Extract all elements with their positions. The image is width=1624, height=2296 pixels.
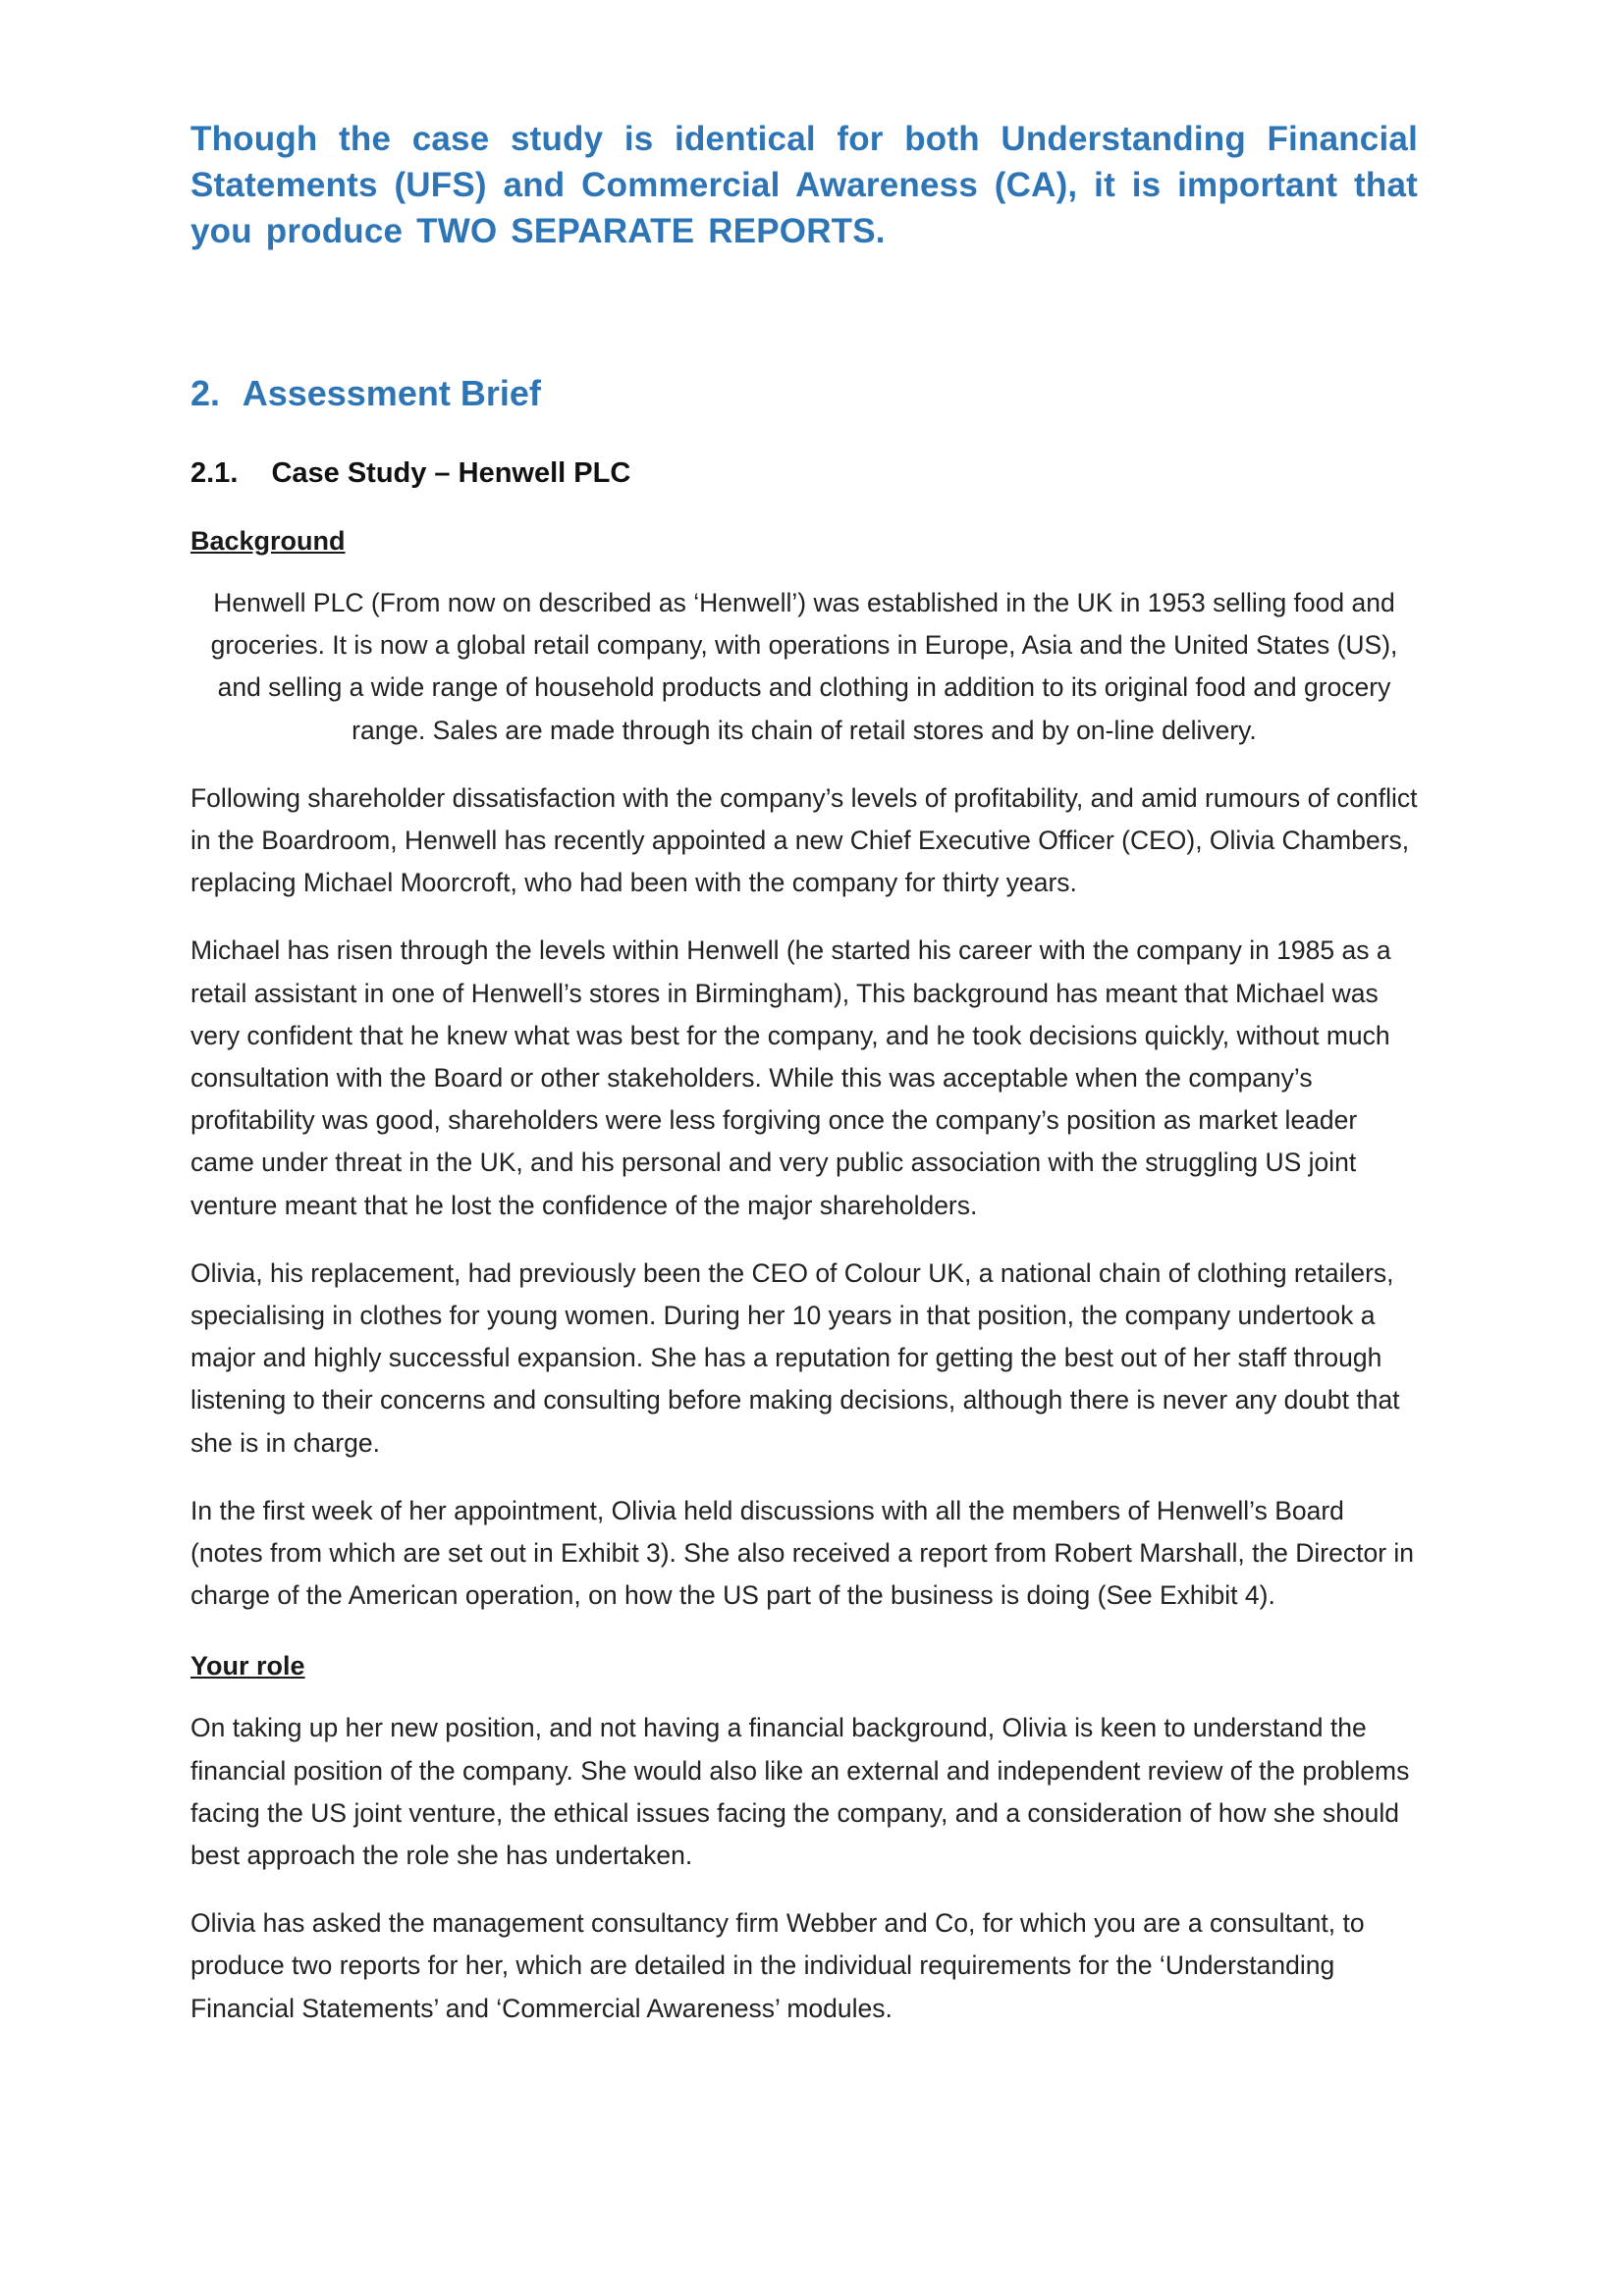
subsection-number: 2.1. (190, 457, 239, 489)
section-heading (190, 372, 1418, 415)
background-label: Background (190, 526, 346, 556)
background-paragraph-4: Olivia, his replacement, had previously been the CEO of Colour UK, a national chain of clothing retailers, specialising in clothes for young women. During her 10 years in that position, the company undertook a major and highly successful expansion. She has a reputation for getting the best out of her staff through listening to their concerns and consulting before making decisions, although there is never any doubt that she is in charge. (190, 1257, 1400, 1458)
your-role-label: Your role (190, 1651, 305, 1682)
your-role-paragraph-1: On taking up her new position, and not having a financial background, Olivia is keen to understand the financial position of the company. She would also like an external and independent review of the problems facing the US joint venture, the ethical issues facing the company, and a consideration of how she should best approach the role she has undertaken. (190, 1713, 1410, 1871)
background-paragraph-5: In the first week of her appointment, Olivia held discussions with all the members of Henwell’s Board (notes from which are set out in Exhibit 3). She also received a report from Robert Marshall, the Director in charge of the American operation, on how the US part of the business is doing (See Exhibit 4). (190, 1495, 1415, 1611)
background-paragraph-3: Michael has risen through the levels within Henwell (he started his career with the company in 1985 as a retail assistant in one of Henwell’s stores in Birmingham), This background has meant that Michael was very confident that he knew what was best for the company, and he took decisions quickly, without much consultation with the Board or other stakeholders. While this was acceptable when the company’s profitability was good, shareholders were less forgiving once the company’s position as market leader came under threat in the UK, and his personal and very public association with the struggling US joint venture meant that he lost the confidence of the major shareholders. (190, 935, 1391, 1220)
document-page (190, 116, 1418, 2030)
your-role-paragraph-2: Olivia has asked the management consultancy firm Webber and Co, for which you are a consultant, to produce two reports for her, which are detailed in the individual requirements for the ‘Understanding Financial Statements’ and ‘Commercial Awareness’ modules. (190, 1908, 1365, 2023)
intro-notice: Though the case study is identical for both Understanding Financial Statements (UFS) and Commercial Awareness (CA), it is important that you produce TWO SEPARATE REPORTS. (190, 120, 1418, 250)
section-number: 2. (190, 373, 221, 413)
background-paragraph-2: Following shareholder dissatisfaction with the company’s levels of profitability, and amid rumours of conflict in the Boardroom, Henwell has recently appointed a new Chief Executive Officer (CEO), Olivia Chambers, replacing Michael Moorcroft, who had been with the company for thirty years. (190, 782, 1418, 898)
subsection-title: Case Study – Henwell PLC (271, 457, 631, 489)
subsection-heading (190, 454, 1418, 492)
section-title: Assessment Brief (242, 373, 541, 413)
background-paragraph-1: Henwell PLC (From now on described as ‘Henwell’) was established in the UK in 1953 selling food and groceries. It is now a global retail company, with operations in Europe, Asia and the United States (US), and selling a wide range of household products and clothing in addition to its original food and grocery range. Sales are made through its chain of retail stores and by on-line delivery. (210, 588, 1398, 745)
